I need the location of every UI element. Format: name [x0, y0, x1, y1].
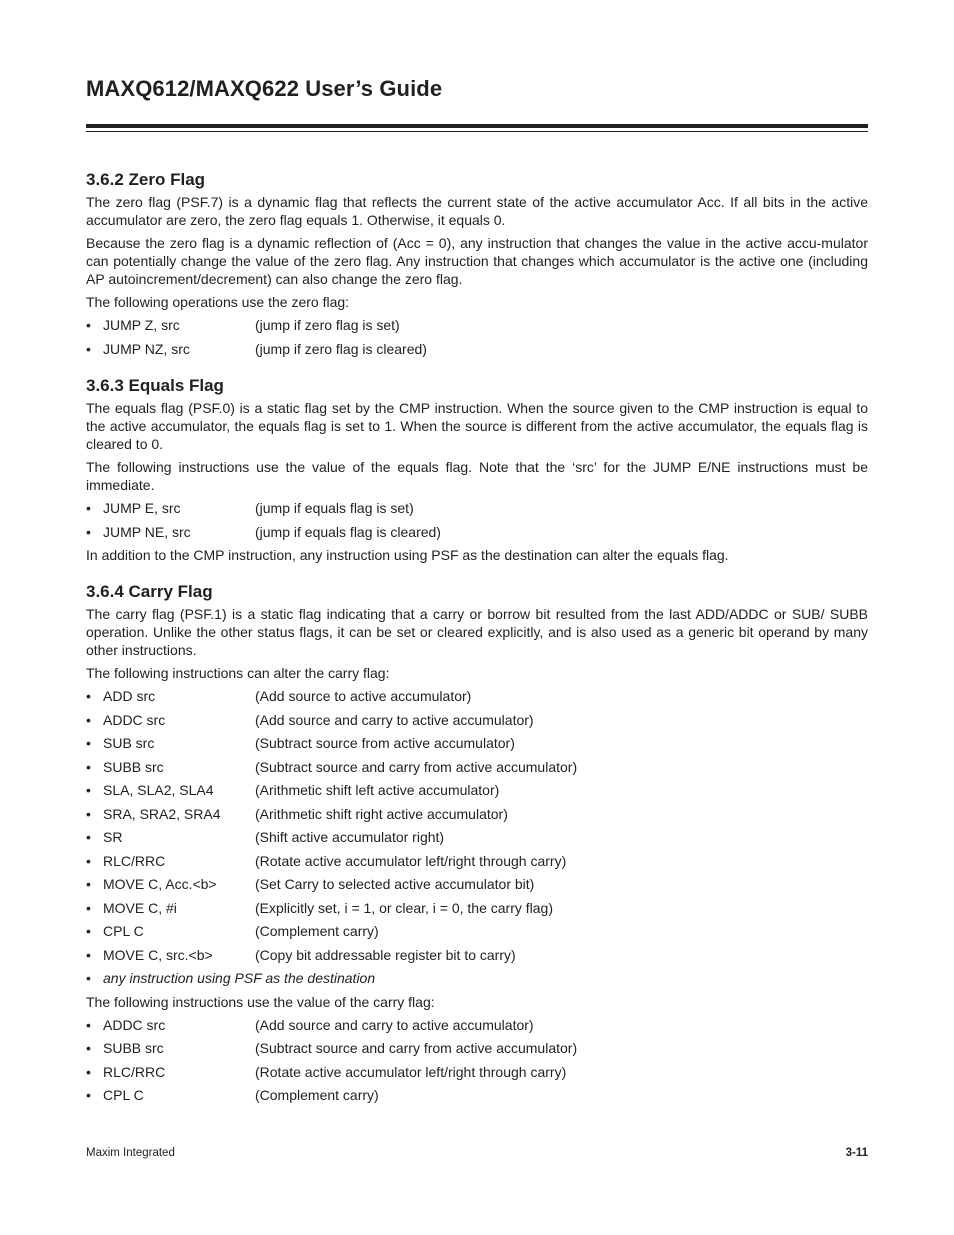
- list-item: [86, 805, 868, 823]
- bullet-icon: •: [86, 923, 91, 939]
- bullet-icon: •: [86, 688, 91, 704]
- instruction-description: (Subtract source and carry from active accumulator): [255, 758, 578, 775]
- bullet-icon: •: [86, 735, 91, 751]
- bullet-icon: •: [86, 876, 91, 892]
- instruction-description: (Explicitly set, i = 1, or clear, i = 0, the carry flag): [255, 899, 553, 916]
- section-heading: 3.6.4 Carry Flag: [86, 582, 213, 601]
- header-rule-thin: [86, 131, 868, 132]
- section-spacer: [86, 569, 868, 582]
- instruction-description: (Rotate active accumulator left/right through carry): [255, 1063, 567, 1080]
- header-rule-thick: [86, 124, 868, 128]
- list-item: [86, 922, 868, 940]
- section: [86, 170, 868, 358]
- bullet-icon: •: [86, 970, 91, 986]
- instruction-description: (Copy bit addressable register bit to carry): [255, 946, 516, 963]
- bullet-icon: •: [86, 1063, 91, 1080]
- instruction-name: RLC/RRC: [103, 852, 166, 869]
- instruction-name: ADD src: [103, 688, 156, 704]
- instruction-description: (Set Carry to selected active accumulator bit): [255, 876, 535, 892]
- section: [86, 582, 868, 1104]
- instruction-name: ADDC src: [103, 1016, 166, 1033]
- footer-company: Maxim Integrated: [86, 1147, 175, 1159]
- paragraph: The equals flag (PSF.0) is a static flag set by the CMP instruction. When the source given to the CMP instruction is equal to the active accumulator, the equals flag is set to 1. When the source is different from the active accumulator, the equals flag is cleared to 0.: [86, 400, 868, 452]
- list-item: [86, 1063, 868, 1081]
- paragraph: In addition to the CMP instruction, any instruction using PSF as the destination can alter the equals flag.: [86, 547, 729, 563]
- document-title: MAXQ612/MAXQ622 User’s Guide: [86, 76, 443, 101]
- instruction-description: (Shift active accumulator right): [255, 829, 445, 845]
- bullet-icon: •: [86, 340, 91, 357]
- list-item: [86, 687, 868, 705]
- paragraph: The carry flag (PSF.1) is a static flag indicating that a carry or borrow bit resulted from the last ADD/ADDC or SUB/ SUBB operation. Unlike the other status flags, it can be set or cleared explicitly, and is also used as a generic bit operand by many other instructions.: [86, 606, 868, 658]
- bullet-icon: •: [86, 899, 91, 916]
- page-content: [86, 170, 868, 1110]
- instruction-name: any instruction using PSF as the destination: [103, 970, 376, 986]
- instruction-name: CPL C: [103, 923, 144, 939]
- instruction-description: (Arithmetic shift left active accumulator): [255, 782, 500, 798]
- instruction-description: (Complement carry): [255, 923, 379, 939]
- list-item: [86, 316, 868, 334]
- instruction-description: (Arithmetic shift right active accumulator): [255, 805, 508, 822]
- instruction-list: [86, 499, 868, 541]
- instruction-name: SLA, SLA2, SLA4: [103, 782, 214, 798]
- list-item: [86, 1039, 868, 1057]
- paragraph: The following instructions use the value of the equals flag. Note that the ‘src’ for the JUMP E/NE instructions must be immediate.: [86, 459, 868, 493]
- instruction-name: CPL C: [103, 1087, 144, 1103]
- instruction-name: SR: [103, 829, 123, 845]
- instruction-name: SRA, SRA2, SRA4: [103, 805, 221, 822]
- instruction-description: (jump if equals flag is set): [255, 500, 414, 516]
- bullet-icon: •: [86, 1040, 91, 1056]
- bullet-icon: •: [86, 523, 91, 540]
- paragraph: The following instructions use the value of the carry flag:: [86, 993, 435, 1010]
- list-item: [86, 781, 868, 799]
- instruction-name: MOVE C, Acc.<b>: [103, 876, 217, 892]
- instruction-name: JUMP Z, src: [103, 317, 180, 333]
- instruction-name: SUBB src: [103, 1040, 164, 1056]
- instruction-name: RLC/RRC: [103, 1063, 166, 1080]
- bullet-icon: •: [86, 1087, 91, 1103]
- bullet-icon: •: [86, 1016, 91, 1033]
- bullet-icon: •: [86, 852, 91, 869]
- instruction-name: JUMP NZ, src: [103, 340, 190, 357]
- footer-page-number: 3-11: [845, 1147, 868, 1159]
- instruction-name: JUMP NE, src: [103, 523, 191, 540]
- instruction-description: (Add source and carry to active accumulator): [255, 711, 534, 728]
- instruction-description: (jump if equals flag is cleared): [255, 523, 441, 540]
- bullet-icon: •: [86, 711, 91, 728]
- instruction-name: JUMP E, src: [103, 500, 181, 516]
- bullet-icon: •: [86, 500, 91, 516]
- list-item: [86, 1016, 868, 1034]
- instruction-description: (Add source and carry to active accumulator): [255, 1016, 534, 1033]
- instruction-list: [86, 687, 868, 987]
- instruction-description: (jump if zero flag is cleared): [255, 340, 427, 357]
- section-heading: 3.6.2 Zero Flag: [86, 170, 206, 189]
- instruction-name: MOVE C, #i: [103, 899, 177, 916]
- bullet-icon: •: [86, 829, 91, 845]
- instruction-description: (Rotate active accumulator left/right through carry): [255, 852, 567, 869]
- list-item: [86, 828, 868, 846]
- list-item: [86, 899, 868, 917]
- paragraph: Because the zero flag is a dynamic reflection of (Acc = 0), any instruction that changes the value in the active accu-mulator can potentially change the value of the zero flag. Any instruction that changes which accumulator is the active one (including AP autoincrement/decrement) can also change the zero flag.: [86, 235, 868, 287]
- paragraph: The following instructions can alter the carry flag:: [86, 665, 390, 681]
- bullet-icon: •: [86, 805, 91, 822]
- list-item: [86, 946, 868, 964]
- list-item: [86, 711, 868, 729]
- instruction-list: [86, 1016, 868, 1105]
- instruction-list: [86, 316, 868, 358]
- instruction-description: (Subtract source and carry from active accumulator): [255, 1040, 578, 1056]
- paragraph: The zero flag (PSF.7) is a dynamic flag that reflects the current state of the active accumulator Acc. If all bits in the active accumulator are zero, the zero flag equals 1. Otherwise, it equals 0.: [86, 194, 868, 228]
- instruction-name: MOVE C, src.<b>: [103, 946, 213, 963]
- list-item: [86, 499, 868, 517]
- instruction-description: (Subtract source from active accumulator): [255, 735, 515, 751]
- instruction-description: (Add source to active accumulator): [255, 688, 472, 704]
- paragraph: The following operations use the zero flag:: [86, 294, 350, 310]
- instruction-description: (Complement carry): [255, 1087, 379, 1103]
- list-item: [86, 875, 868, 893]
- list-item: [86, 1086, 868, 1104]
- bullet-icon: •: [86, 782, 91, 798]
- instruction-name: SUB src: [103, 735, 155, 751]
- list-item: [86, 340, 868, 358]
- bullet-icon: •: [86, 317, 91, 333]
- list-item: [86, 852, 868, 870]
- bullet-icon: •: [86, 758, 91, 775]
- section: [86, 376, 868, 564]
- bullet-icon: •: [86, 946, 91, 963]
- list-item: [86, 523, 868, 541]
- list-item: [86, 969, 868, 987]
- instruction-name: ADDC src: [103, 711, 166, 728]
- list-item: [86, 758, 868, 776]
- instruction-description: (jump if zero flag is set): [255, 317, 400, 333]
- section-spacer: [86, 363, 868, 376]
- instruction-name: SUBB src: [103, 758, 164, 775]
- list-item: [86, 734, 868, 752]
- section-heading: 3.6.3 Equals Flag: [86, 376, 224, 395]
